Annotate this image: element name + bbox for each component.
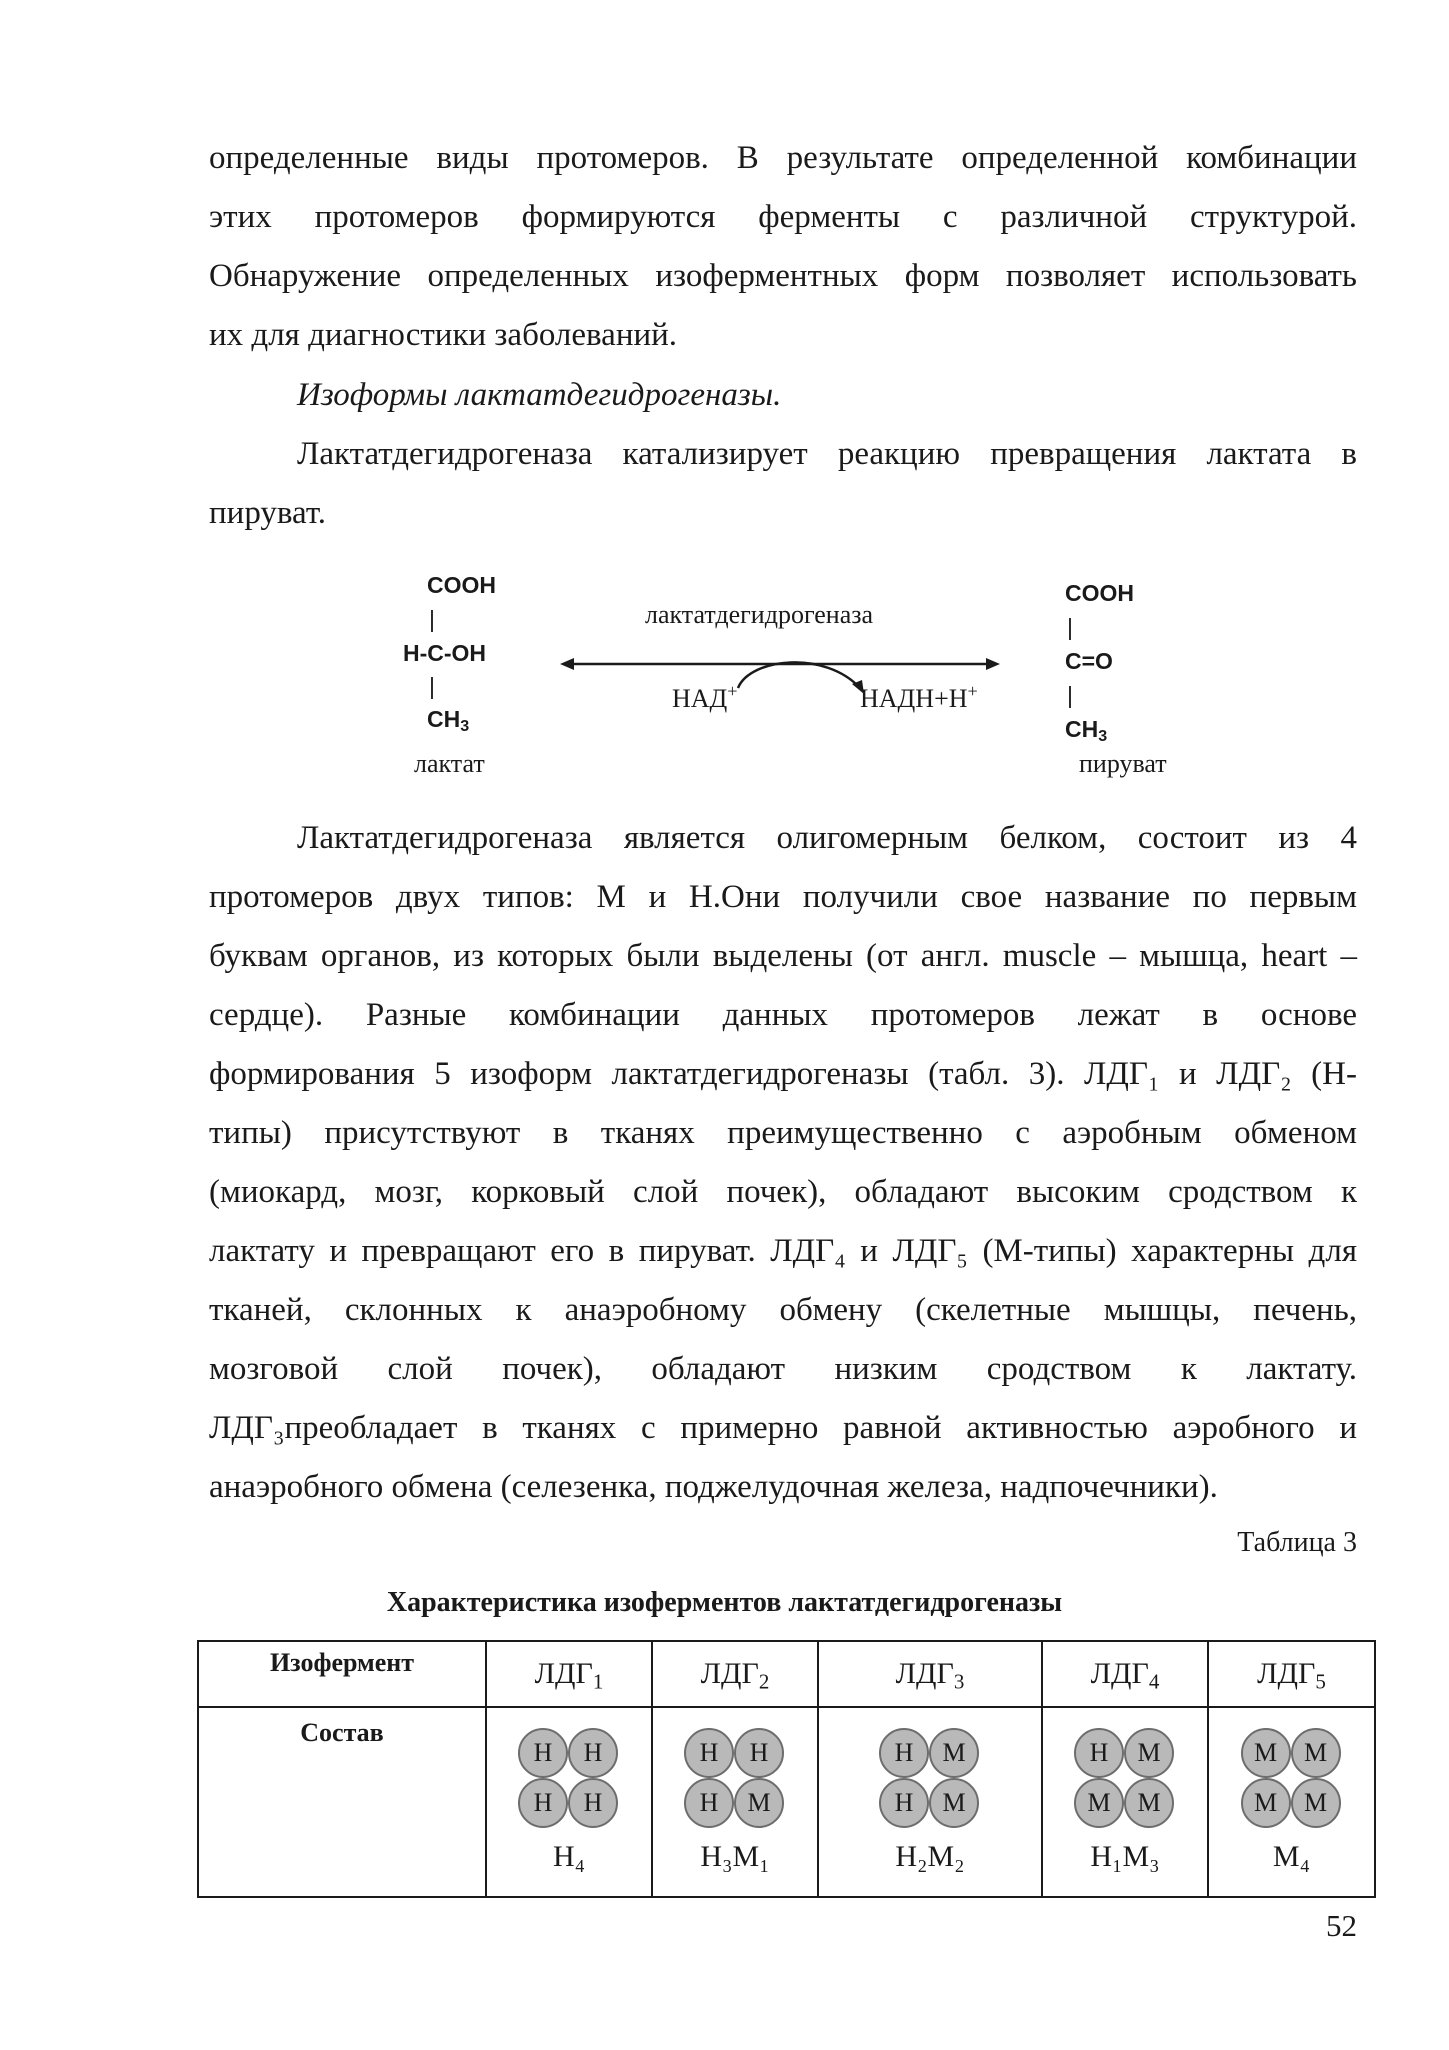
isoform-formula: Н₃М₁ [700, 1840, 770, 1873]
isoform-formula: Н₂М₂ [895, 1840, 965, 1873]
enzyme-label: лактатдегидрогеназа [645, 600, 874, 629]
bond-line: | [1067, 614, 1073, 640]
isoform-name: $ЛДГ_2$ [652, 1641, 818, 1707]
subunit-circle: Н [684, 1778, 734, 1828]
cofactor-nad: НАД+ [672, 681, 738, 713]
lactate-caption: лактат [414, 749, 485, 778]
paragraph-line: Лактатдегидрогеназа является олигомерным белком, состоит из 4 [297, 820, 1357, 856]
isoform-formula: Н₄ [552, 1840, 586, 1873]
pyruvate-co: C=O [1065, 648, 1113, 674]
lactate-cooh: COOH [427, 572, 496, 598]
subunit-circle: Н [518, 1728, 568, 1778]
paragraph-line: пируват. [209, 495, 327, 531]
subunit-circle: М [1074, 1778, 1124, 1828]
subunit-diagram [1072, 1726, 1178, 1832]
subunit-circle: М [734, 1778, 784, 1828]
subunit-diagram [682, 1726, 788, 1832]
isoform-name: $ЛДГ_1$ [486, 1641, 652, 1707]
isoenzyme-table [197, 1640, 1376, 1898]
pyruvate-ch3: $CH_3$ [1065, 716, 1108, 746]
pyruvate-caption: пируват [1079, 749, 1167, 778]
subunit-circle: Н [684, 1728, 734, 1778]
bond-line: | [429, 673, 435, 699]
paragraph-1 [209, 129, 1357, 365]
subunit-circle: Н [879, 1778, 929, 1828]
subunit-circle: М [929, 1728, 979, 1778]
subunit-diagram [516, 1726, 622, 1832]
subunit-circle: М [1124, 1728, 1174, 1778]
subunit-circle: М [1241, 1728, 1291, 1778]
subunit-circle: М [1291, 1728, 1341, 1778]
table-row [198, 1707, 1375, 1897]
paragraph-line: сердце). Разные комбинации данных протомеров лежат в основе [209, 997, 1357, 1033]
subunit-circle: Н [879, 1728, 929, 1778]
composition-cell [652, 1707, 818, 1897]
paragraph-line: лактату и превращают его в пируват. ЛДГ₄ и ЛДГ₅ (М-типы) характерны для [209, 1233, 1357, 1269]
subunit-circle: М [929, 1778, 979, 1828]
lactate-hcoh: H-C-OH [403, 640, 487, 666]
composition-cell [1042, 1707, 1208, 1897]
composition-cell [486, 1707, 652, 1897]
paragraph-line: определенные виды протомеров. В результате определенной комбинации [209, 140, 1357, 176]
subunit-circle: Н [568, 1778, 618, 1828]
paragraph-line: (миокард, мозг, корковый слой почек), обладают высоким сродством к [209, 1174, 1357, 1210]
paragraph-3 [209, 809, 1357, 1517]
page-number: 52 [1326, 1908, 1357, 1943]
paragraph-line: Обнаружение определенных изоферментных форм позволяет использовать [209, 258, 1357, 294]
paragraph-line: типы) присутствуют в тканях преимущественно с аэробным обменом [209, 1115, 1357, 1151]
subunit-circle: М [1291, 1778, 1341, 1828]
paragraph-line: ЛДГ₃преобладает в тканях с примерно равной активностью аэробного и [209, 1410, 1357, 1446]
cofactor-nadh: НАДН+Н+ [860, 681, 978, 713]
paragraph-line: этих протомеров формируются ферменты с различной структурой. [209, 199, 1357, 235]
section-heading: Изоформы лактатдегидрогеназы. [297, 377, 782, 413]
table-label: Таблица 3 [1237, 1527, 1357, 1558]
isoform-name: $ЛДГ_5$ [1208, 1641, 1375, 1707]
subunit-circle: Н [518, 1778, 568, 1828]
table-header-cell: Изофермент [198, 1641, 486, 1707]
table-title: Характеристика изоферментов лактатдегидрогеназы [386, 1587, 1063, 1618]
paragraph-line: буквам органов, из которых были выделены (от англ. muscle – мышца, heart – [209, 938, 1357, 974]
subunit-circle: Н [1074, 1728, 1124, 1778]
subunit-circle: Н [734, 1728, 784, 1778]
paragraph-line: анаэробного обмена (селезенка, поджелудочная железа, надпочечники). [209, 1469, 1218, 1505]
bond-line: | [429, 606, 435, 632]
paragraph-line: мозговой слой почек), обладают низким сродством к лактату. [209, 1351, 1357, 1387]
paragraph-line: их для диагностики заболеваний. [209, 317, 678, 353]
isoform-name: $ЛДГ_3$ [818, 1641, 1042, 1707]
subunit-circle: М [1124, 1778, 1174, 1828]
paragraph-line: протомеров двух типов: М и Н.Они получили свое название по первым [209, 879, 1357, 915]
lactate-ch3: $CH_3$ [427, 706, 470, 736]
isoform-name: $ЛДГ_4$ [1042, 1641, 1208, 1707]
subunit-diagram [1239, 1726, 1345, 1832]
paragraph-line: Лактатдегидрогеназа катализирует реакцию превращения лактата в [297, 436, 1357, 472]
isoform-formula: Н₁М₃ [1090, 1840, 1160, 1873]
composition-cell [818, 1707, 1042, 1897]
pyruvate-cooh: COOH [1065, 580, 1134, 606]
table-header-row [198, 1641, 1375, 1707]
paragraph-line: формирования 5 изоформ лактатдегидрогеназы (табл. 3). ЛДГ₁ и ЛДГ₂ (Н- [209, 1056, 1357, 1092]
paragraph-2 [209, 425, 1357, 543]
paragraph-line: тканей, склонных к анаэробному обмену (скелетные мышцы, печень, [209, 1292, 1357, 1328]
composition-cell [1208, 1707, 1375, 1897]
isoform-formula: М₄ [1272, 1840, 1311, 1873]
row-label: Состав [198, 1707, 486, 1897]
subunit-circle: М [1241, 1778, 1291, 1828]
subunit-circle: Н [568, 1728, 618, 1778]
subunit-diagram [877, 1726, 983, 1832]
bond-line: | [1067, 682, 1073, 708]
